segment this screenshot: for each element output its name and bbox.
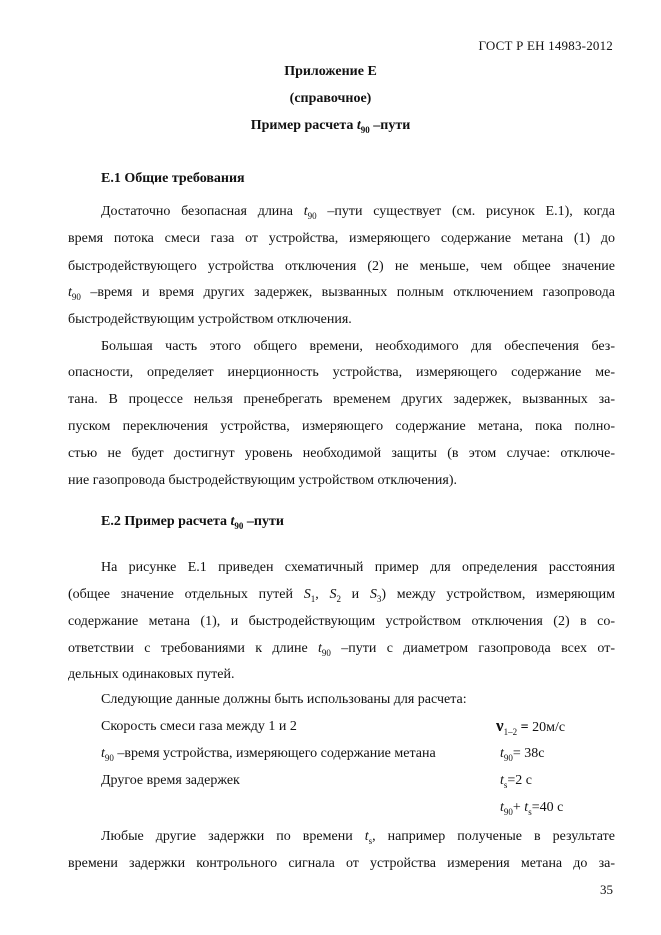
paragraph-line: содержание метана (1), и быстродействующим устройством отключения (2) в со- (68, 614, 615, 629)
paragraph-line: $t_{90}$ –время и время других задержек, вызванных полным отключением газопровода (68, 285, 615, 302)
paragraph-line: ответствии с требованиями к длине $t_{90}$ –пути с диаметром газопровода всех от- (68, 641, 615, 658)
paragraph-line: Любые другие задержки по времени $t_s$, например полученые в результате (101, 829, 615, 846)
paragraph-line: время потока смеси газа от устройства, измеряющего содержание метана (1) до (68, 231, 615, 246)
speed-value: $\nu_{1-2} = 20м/с$ (496, 716, 566, 737)
data-intro: Следующие данные должны быть использованы для расчета: (101, 692, 467, 707)
speed-label: Скорость смеси газа между 1 и 2 (101, 719, 297, 734)
appendix-title: Приложение Е (284, 64, 377, 79)
ts-value: $t_s=2$ с (500, 773, 533, 790)
section-e1-heading: Е.1 Общие требования (101, 171, 245, 186)
total-time-value: $t_{90}+ t_s=40$ с (500, 800, 564, 817)
paragraph-line: Достаточно безопасная длина $t_{90}$ –пути существует (см. рисунок Е.1), когда (101, 204, 615, 221)
standard-designation: ГОСТ Р ЕН 14983-2012 (478, 38, 613, 53)
section-e2-heading: Е.2 Пример расчета $t_{90}$ –пути (101, 514, 284, 531)
paragraph-line: На рисунке Е.1 приведен схематичный пример для определения расстояния (101, 560, 615, 575)
t90-label: $t_{90}$ –время устройства, измеряющего содержание метана (101, 746, 436, 763)
paragraph-line: опасности, определяет инерционность устройства, измеряющего содержание ме- (68, 365, 615, 380)
appendix-name: Пример расчета $t_{90}$ –пути (250, 118, 411, 135)
paragraph-line: стью не будет достигнут уровень необходимой защиты (в этом случае: отключе- (68, 446, 615, 461)
paragraph-line: быстродействующим устройством отключения. (68, 312, 352, 327)
paragraph-line: дельных одинаковых путей. (68, 667, 235, 682)
paragraph-line: быстродействующего устройства отключения (2) не меньше, чем общее значение (68, 259, 615, 274)
paragraph-line: ние газопровода быстродействующим устройством отключения). (68, 473, 457, 488)
paragraph-line: Большая часть этого общего времени, необходимого для обеспечения без- (101, 339, 615, 354)
page-number: 35 (600, 882, 613, 897)
paragraph-line: пуском переключения устройства, измеряющего содержание метана, пока полно- (68, 419, 615, 434)
other-delay-label: Другое время задержек (101, 773, 240, 788)
paragraph-line: времени задержки контрольного сигнала от устройства измерения метана до за- (68, 856, 615, 871)
t90-value: $t_{90}= 38с$ (500, 746, 545, 763)
appendix-type: (справочное) (289, 91, 372, 106)
paragraph-line: тана. В процессе нельзя пренебрегать временем других задержек, вызванных за- (68, 392, 615, 407)
paragraph-line: (общее значение отдельных путей $S_1$, $S_2$ и $S_3$) между устройством, измеряющим (68, 587, 615, 604)
